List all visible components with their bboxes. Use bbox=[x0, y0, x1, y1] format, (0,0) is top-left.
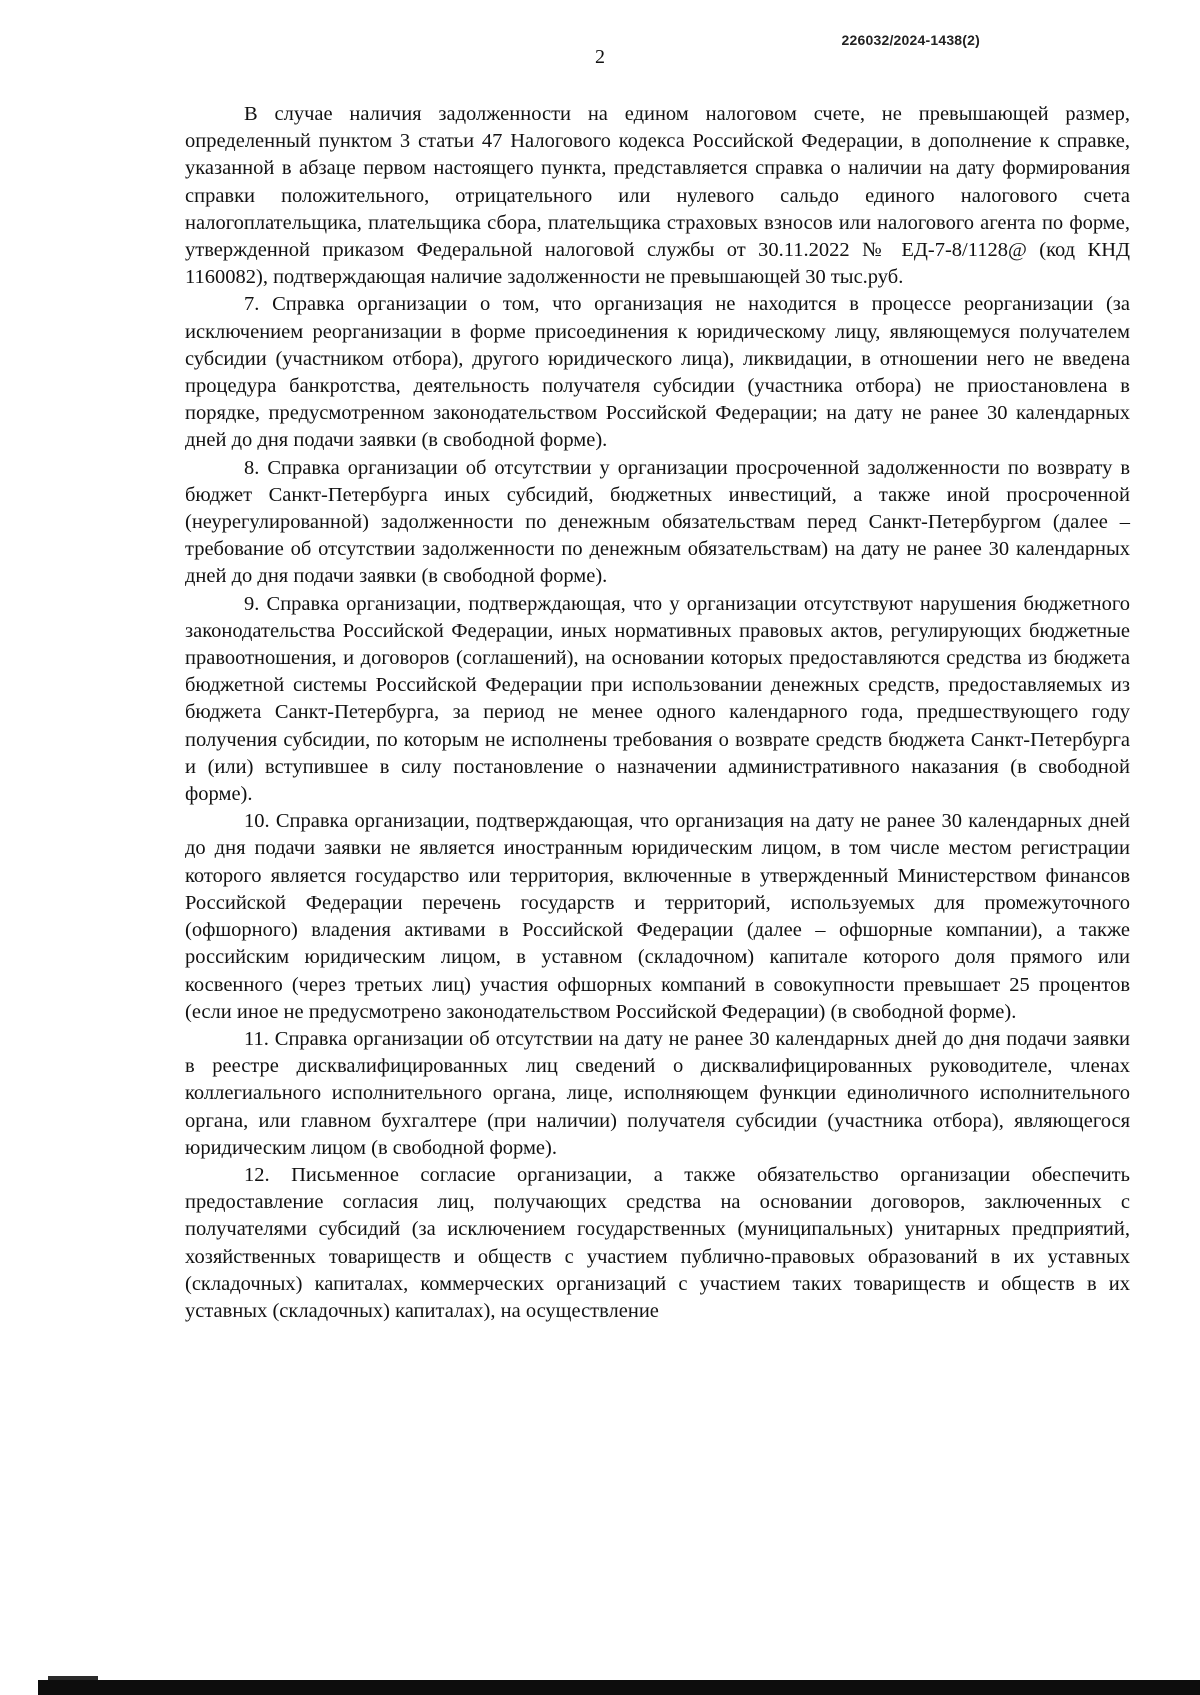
document-body bbox=[185, 101, 1130, 1325]
paragraph-item-9: 9. Справка организации, подтверждающая, что у организации отсутствуют нарушения бюджетного законодательства Российской Федерации, иных нормативных правовых актов, регулирующих бюджетные правоотношения, и договоров (соглашений), на основании которых предоставляются средства из бюджета бюджетной системы Российской Федерации при использовании денежных средств, предоставляемых из бюджета Санкт-Петербурга, за период не менее одного календарного года, предшествующего году получения субсидии, по которым не исполнены требования о возврате средств бюджета Санкт-Петербурга и (или) вступившее в силу постановление о назначении административного наказания (в свободной форме). bbox=[185, 592, 1130, 806]
paragraph-item-7: 7. Справка организации о том, что организация не находится в процессе реорганизации (за исключением реорганизации в форме присоединения к юридическому лицу, являющемуся получателем субсидии (участником отбора), другого юридического лица), ликвидации, в отношении него не введена процедура банкротства, деятельность получателя субсидии (участника отбора) не приостановлена в порядке, предусмотренном законодательством Российской Федерации; на дату не ранее 30 календарных дней до дня подачи заявки (в свободной форме). bbox=[185, 293, 1130, 452]
scan-border-bar bbox=[38, 1680, 1200, 1695]
paragraph-item-11: 11. Справка организации об отсутствии на дату не ранее 30 календарных дней до дня подачи заявки в реестре дисквалифицированных лиц сведений о дисквалифицированных руководителе, членах коллегиального исполнительного органа, лице, исполняющем функции единоличного исполнительного органа, или главном бухгалтере (при наличии) получателя субсидии (участника отбора), являющегося юридическим лицом (в свободной форме). bbox=[185, 1027, 1130, 1159]
paragraph-item-10: 10. Справка организации, подтверждающая, что организация на дату не ранее 30 календарных дней до дня подачи заявки не является иностранным юридическим лицом, в том числе местом регистрации которого является государство или территория, включенные в утвержденный Министерством финансов Российской Федерации перечень государств и территорий, используемых для промежуточного (офшорного) владения активами в Российской Федерации (далее – офшорные компании), а также российским юридическим лицом, в уставном (складочном) капитале которого доля прямого или косвенного (через третьих лиц) участия офшорных компаний в совокупности превышает 25 процентов (если иное не предусмотрено законодательством Российской Федерации) (в свободной форме). bbox=[185, 810, 1130, 1023]
paragraph-item-12: 12. Письменное согласие организации, а также обязательство организации обеспечить предоставление согласия лиц, получающих средства на основании договоров, заключенных с получателями субсидий (за исключением государственных (муниципальных) унитарных предприятий, хозяйственных товариществ и обществ с участием публично-правовых образований в их уставных (складочных) капиталах, коммерческих организаций с участием таких товариществ и обществ в их уставных (складочных) капиталах), на осуществление bbox=[185, 1163, 1130, 1322]
paragraph-item-8: 8. Справка организации об отсутствии у организации просроченной задолженности по возврату в бюджет Санкт-Петербурга иных субсидий, бюджетных инвестиций, а также иной просроченной (неурегулированной) задолженности по денежным обязательствам перед Санкт-Петербургом (далее – требование об отсутствии задолженности по денежным обязательствам) на дату не ранее 30 календарных дней до дня подачи заявки (в свободной форме). bbox=[185, 456, 1130, 588]
paragraph-debt-balance-certificate: В случае наличия задолженности на едином налоговом счете, не превышающей размер, определенный пунктом 3 статьи 47 Налогового кодекса Российской Федерации, в дополнение к справке, указанной в абзаце первом настоящего пункта, представляется справка о наличии на дату формирования справки положительного, отрицательного или нулевого сальдо единого налогового счета налогоплательщика, плательщика сбора, плательщика страховых взносов или налогового агента по форме, утвержденной приказом Федеральной налоговой службы от 30.11.2022 № ЕД-7-8/1128@ (код КНД 1160082), подтверждающая наличие задолженности не превышающей 30 тыс.руб. bbox=[185, 103, 1130, 289]
page-number: 2 bbox=[595, 46, 605, 68]
document-registration-number: 226032/2024-1438(2) bbox=[841, 32, 980, 48]
